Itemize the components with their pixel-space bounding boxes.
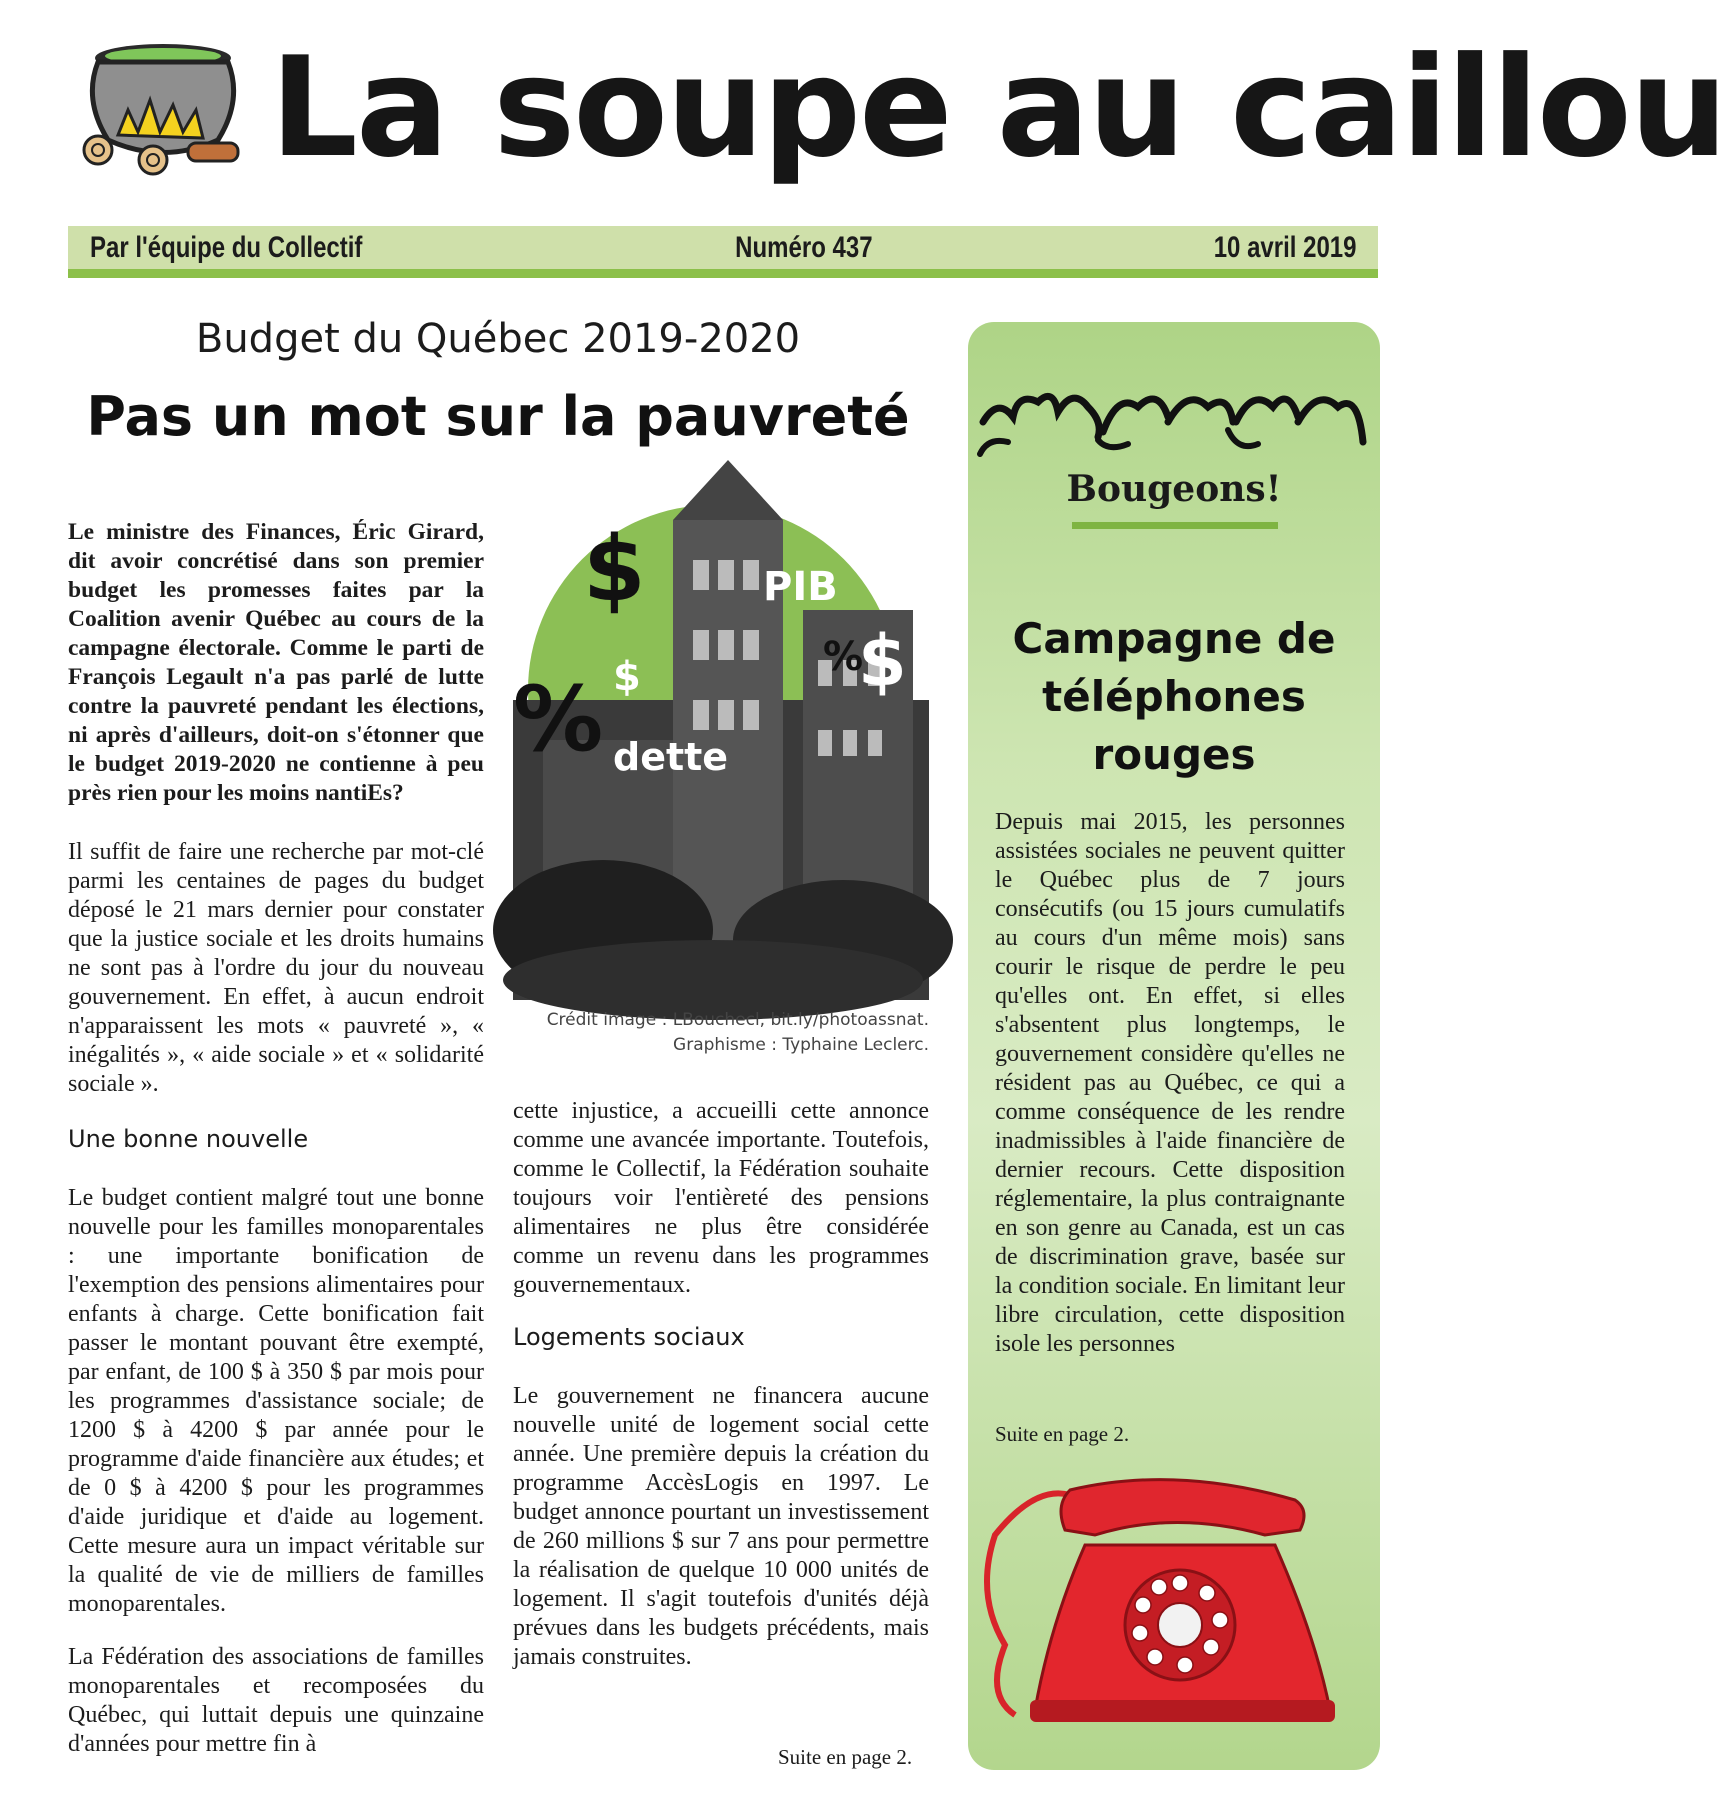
article-kicker: Budget du Québec 2019-2020 xyxy=(195,316,801,362)
sidebar-title-line: rouges xyxy=(1092,730,1256,779)
article-paragraph: La Fédération des associations de familles monoparentales et recomposées du Québec, qui luttait depuis une quinzaine d'années pour mettre fin à xyxy=(68,1644,484,1757)
article-subheading: Une bonne nouvelle xyxy=(68,1125,309,1153)
article-lead: Le ministre des Finances, Éric Girard, dit avoir concrétisé dans son premier budget les promesses faites par la Coalition avenir Québec au cours de la campagne électorale. Comme le parti de François Legault n'a pas parlé de lutte contre la pauvreté pendant les élections, ni après d'ailleurs, doit-on s'étonner que le budget 2019-2020 ne contienne à peu près rien pour les moins nantiEs? xyxy=(68,519,484,806)
dollar-icon: $ xyxy=(583,517,646,622)
image-credit: Graphisme : Typhaine Leclerc. xyxy=(673,1035,929,1055)
masthead-title: La soupe au caillou xyxy=(270,27,1726,188)
issue-author: Par l'équipe du Collectif xyxy=(90,230,363,264)
sidebar-heading: Bougeons! xyxy=(1066,468,1282,510)
red-telephone-icon xyxy=(975,1475,1375,1740)
image-credit: Crédit image : LBouchecl, bit.ly/photoassnat. xyxy=(546,1010,929,1030)
article-paragraph: Le gouvernement ne financera aucune nouvelle unité de logement social cette année. Une première depuis la création du programme AccèsLogis en 1997. Le budget annonce pourtant un investissement de 260 millions $ sur 7 ans pour permettre la réalisation de quelque 10 000 unités de logement. Il s'agit toutefois d'unités déjà prévues dans les budgets précédents, mais jamais construites. xyxy=(513,1383,929,1670)
dollar-icon: $ xyxy=(858,620,907,702)
sidebar-title-line: téléphones xyxy=(1042,672,1306,721)
dette-label: dette xyxy=(613,735,729,779)
sidebar-title xyxy=(968,610,1380,784)
parliament-illustration xyxy=(513,460,929,1000)
sidebar-title-line: Campagne de xyxy=(1012,614,1336,663)
article-paragraph: Il suffit de faire une recherche par mot-clé parmi les centaines de pages du budget déposé le 21 mars dernier pour constater que la justice sociale et les droits humains ne sont pas à l'ordre du jour du nouveau gouvernement. En effet, à aucun endroit n'apparaissent les mots « pauvreté », « inégalités », « aide sociale » et « solidarité sociale ». xyxy=(68,839,484,1097)
continued-note: Suite en page 2. xyxy=(995,1422,1130,1446)
article-paragraph: cette injustice, a accueilli cette annonce comme une avancée importante. Toutefois, comme le Collectif, la Fédération souhaite toujours voir l'entièreté des pensions alimentaires ne plus être considérée comme un revenu dans les programmes gouvernementaux. xyxy=(513,1098,929,1298)
issue-number: Numéro 437 xyxy=(735,230,873,264)
issue-info-bar xyxy=(68,226,1378,278)
issue-date: 10 avril 2019 xyxy=(1213,230,1356,264)
pib-label: PIB xyxy=(763,564,838,610)
article-headline: Pas un mot sur la pauvreté xyxy=(86,385,910,448)
dollar-icon: $ xyxy=(613,654,641,700)
percent-icon: % xyxy=(823,634,864,680)
sidebar-divider xyxy=(1072,522,1278,529)
article-subheading: Logements sociaux xyxy=(513,1323,745,1351)
sidebar-body: Depuis mai 2015, les personnes assistées sociales ne peuvent quitter le Québec plus de 7 jours consécutifs (ou 15 jours cumulatifs au cours d'un même mois) sans courir le risque de perdre le peu qu'elles ont. En effet, si elles s'absentent plus longtemps, le gouvernement considère qu'elles ne résident pas au Québec, ce qui a comme conséquence de les rendre inadmissibles à l'aide financière de dernier recours. Cette disposition réglementaire, la plus contraignante en son genre au Canada, est un cas de discrimination grave, basée sur la condition sociale. En limitant leur libre circulation, cette disposition isole les personnes xyxy=(995,809,1345,1357)
soup-pot-logo-icon xyxy=(78,40,248,185)
article-paragraph: Le budget contient malgré tout une bonne nouvelle pour les familles monoparentales : une importante bonification de l'exemption des pensions alimentaires pour enfants à charge. Cette bonification fait passer le montant pouvant être exempté, par enfant, de 100 $ à 350 $ par mois pour les programmes d'assistance sociale; de 1200 $ à 4200 $ par année pour le programme d'aide financière aux études; et de 0 $ à 4200 $ pour les programmes d'aide juridique et d'aide au logement. Cette mesure aura un impact véritable sur la qualité de vie de milliers de familles monoparentales. xyxy=(68,1185,484,1617)
percent-icon: % xyxy=(513,667,604,772)
continued-note: Suite en page 2. xyxy=(778,1745,913,1769)
crowd-silhouette-icon xyxy=(978,382,1370,467)
